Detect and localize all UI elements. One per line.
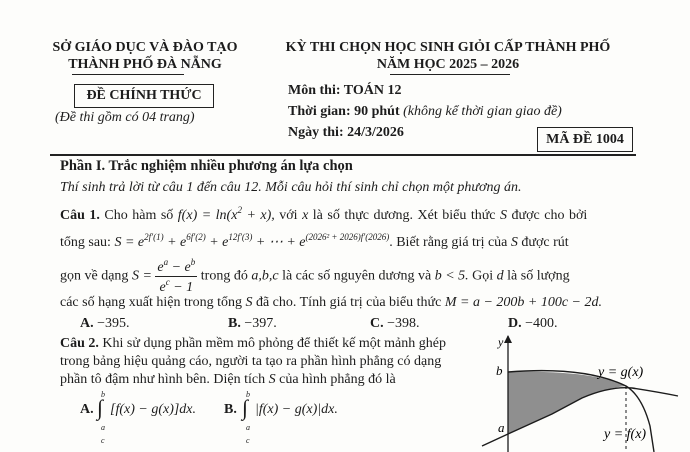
q2-text: phần tô đậm như hình bên. Diện tích <box>60 372 266 387</box>
q2-line2: trong bảng hiệu quảng cáo, người ta tạo ra phần hình phẳng có dạng <box>60 354 442 369</box>
q1-var: a,b,c <box>251 268 279 284</box>
q2-text: Khi sử dụng phần mềm mô phỏng để thiết kế một mảnh ghép <box>102 336 446 351</box>
q1-label: Câu 1. <box>60 208 100 223</box>
shaded-region <box>508 372 626 434</box>
q1-text: với <box>279 208 298 223</box>
y-axis-label: y <box>498 335 504 349</box>
q1-function: $f(x) = \ln(x^2 + x)$, <box>177 205 275 223</box>
y-axis-arrow-icon <box>504 335 512 343</box>
part1-title: Phần I. Trắc nghiệm nhiều phương án lựa chọn <box>60 158 353 174</box>
q2-line3 <box>60 372 396 388</box>
q1-option-c[interactable]: C. −398. <box>370 316 420 331</box>
q2-option-d-upper-limit: c <box>246 436 250 445</box>
time-note: (không kể thời gian giao đề) <box>403 104 562 119</box>
q1-option-d[interactable]: D. −400. <box>508 316 558 331</box>
q2-option-a-lower-limit: a <box>101 423 105 432</box>
q2-line1 <box>60 336 446 352</box>
q2-option-a-label[interactable]: A. <box>80 402 94 417</box>
q1-text: là số lượng <box>507 268 570 284</box>
q2-option-b-lower-limit: a <box>246 423 250 432</box>
q1-option-a[interactable]: A. −395. <box>80 316 130 331</box>
q1-text: là số thực dương. Xét biểu thức <box>312 208 496 223</box>
q1-var: S = <box>131 268 152 284</box>
label-g: y = g(x) <box>598 365 644 380</box>
q2-label: Câu 2. <box>60 336 99 351</box>
q1-expression: M = a − 200b + 100c − 2d. <box>444 295 603 310</box>
q1-text: Gọi <box>472 268 494 284</box>
integral-sign-icon: ∫ <box>97 395 104 420</box>
q1-line3 <box>60 258 570 295</box>
q1-var: S <box>510 235 518 250</box>
pages-note: (Đề thi gồm có 04 trang) <box>55 110 195 125</box>
time-label: Thời gian: 90 phút <box>288 104 400 119</box>
q1-line1 <box>60 205 587 224</box>
q1-text: Cho hàm số <box>104 208 174 223</box>
q2-text: của hình phẳng đó là <box>279 372 396 387</box>
exam-title: KỲ THI CHỌN HỌC SINH GIỎI CẤP THÀNH PHỐ <box>285 40 611 55</box>
q1-condition: b < 5. <box>434 268 469 284</box>
label-a: a <box>498 420 505 435</box>
q1-text: được rút <box>521 235 569 250</box>
department-name: SỞ GIÁO DỤC VÀ ĐÀO TẠO <box>52 40 238 55</box>
q1-var: S <box>500 208 508 223</box>
part1-instruction: Thí sinh trả lời từ câu 1 đến câu 12. Mỗi câu hỏi thí sinh chỉ chọn một phương án. <box>60 180 522 195</box>
q1-text: gọn về dạng <box>60 268 129 284</box>
q1-text: trong đó <box>200 268 248 284</box>
q2-option-a-body[interactable]: [f(x) − g(x)]dx. <box>110 402 197 417</box>
q1-text: các số hạng xuất hiện trong tổng <box>60 295 242 310</box>
q2-option-b-upper-limit: b <box>246 390 250 399</box>
q1-line2 <box>60 232 569 251</box>
q1-option-b[interactable]: B. −397. <box>228 316 277 331</box>
q1-text: được cho bởi <box>511 208 588 223</box>
q1-text: tổng sau: <box>60 235 111 250</box>
q1-sum-formula: $S = e^{2f'(1)} + e^{6f'(2)} + e^{12f'(3)}$ + ⋯ + $e^{(2026^2 + 2026)f'(2026)}$ <box>114 232 390 250</box>
label-f: y = f(x) <box>604 427 647 442</box>
q1-var: x <box>302 208 309 223</box>
header-divider <box>50 154 636 156</box>
q1-text: . Biết rằng giá trị của <box>389 235 508 250</box>
official-badge: ĐỀ CHÍNH THỨC <box>74 84 214 108</box>
header-underline-left <box>72 74 184 75</box>
q2-option-a-upper-limit: b <box>101 390 105 399</box>
exam-date: Ngày thi: 24/3/2026 <box>288 125 404 140</box>
q1-text: là các số nguyên dương và <box>282 268 432 284</box>
q1-text: đã cho. Tính giá trị của biểu thức <box>255 295 442 310</box>
exam-code-badge: MÃ ĐỀ 1004 <box>537 127 633 152</box>
header-underline-right <box>390 74 510 75</box>
subject-label: Môn thi: TOÁN 12 <box>288 83 402 98</box>
q1-fraction: $\frac{e^a - e^b}{e^c - 1}$ <box>157 257 196 295</box>
q1-line4 <box>60 295 602 311</box>
label-b: b <box>496 363 503 378</box>
q1-var: d <box>496 268 504 284</box>
q2-option-b-label[interactable]: B. <box>224 402 237 417</box>
q1-var: S <box>245 295 253 310</box>
q2-option-b-body[interactable]: |f(x) − g(x)|dx. <box>255 402 338 417</box>
q2-figure <box>470 334 680 452</box>
integral-sign-icon: ∫ <box>242 395 249 420</box>
city-name: THÀNH PHỐ ĐÀ NẴNG <box>68 57 222 72</box>
q2-var: S <box>268 372 276 387</box>
q2-option-c-upper-limit: c <box>101 436 105 445</box>
time-line <box>288 104 562 120</box>
school-year: NĂM HỌC 2025 – 2026 <box>376 57 520 72</box>
